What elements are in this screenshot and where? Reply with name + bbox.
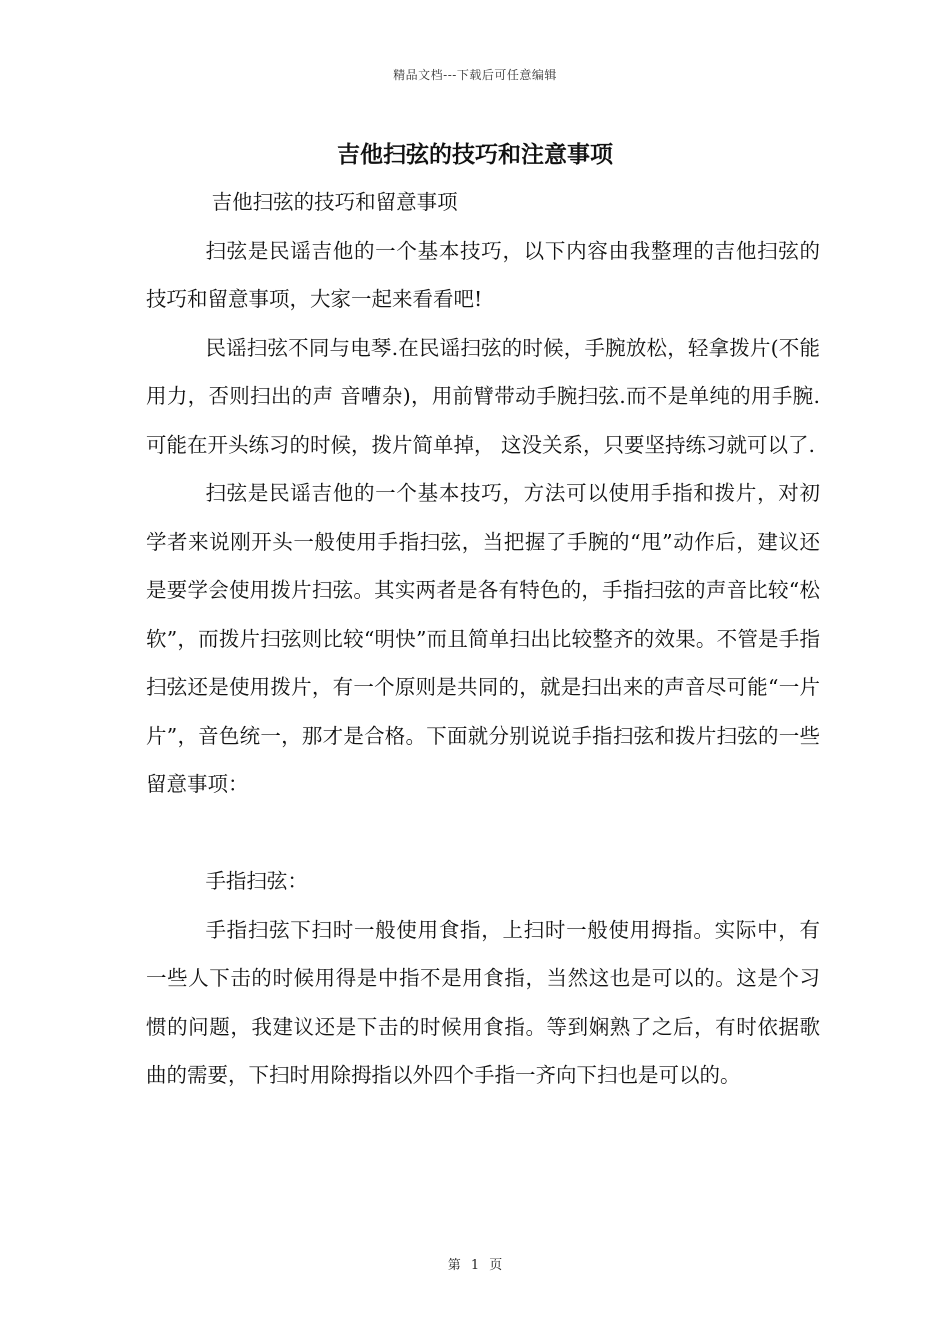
page-label-suffix: 页 <box>489 1258 503 1273</box>
page-label-prefix: 第 <box>447 1258 461 1273</box>
paragraph-intro: 扫弦是民谣吉他的一个基本技巧，以下内容由我整理的吉他扫弦的技巧和留意事项，大家一起来看看吧! <box>146 238 820 311</box>
page-footer <box>0 1254 950 1273</box>
document-title: 吉他扫弦的技巧和注意事项 <box>337 141 613 168</box>
paragraph-technique: 民谣扫弦不同与电琴.在民谣扫弦的时候，手腕放松，轻拿拨片(不能用力，否则扫出的声 音嘈杂)，用前臂带动手腕扫弦.而不是单纯的用手腕.可能在开头练习的时候，拨片简单掉， 这没关系，只要坚持练习就可以了. <box>146 335 820 457</box>
section-heading-finger-strum: 手指扫弦： <box>205 869 308 893</box>
paragraph-methods: 扫弦是民谣吉他的一个基本技巧，方法可以使用手指和拨片，对初学者来说刚开头一般使用手指扫弦，当把握了手腕的“甩”动作后，建议还是要学会使用拨片扫弦。其实两者是各有特色的，手指扫弦的声音比较“松软”，而拨片扫弦则比较“明快”而且简单扫出比较整齐的效果。不管是手指扫弦还是使用拨片，有一个原则是共同的，就是扫出来的声音尽可能“一片片”，音色统一，那才是合格。下面就分别说说手指扫弦和拨片扫弦的一些留意事项： <box>146 481 820 796</box>
document-subtitle: 吉他扫弦的技巧和留意事项 <box>211 190 458 214</box>
document-body <box>146 178 820 1100</box>
page-number: 1 <box>470 1258 480 1273</box>
paragraph-finger-strum: 手指扫弦下扫时一般使用食指，上扫时一般使用拇指。实际中，有一些人下击的时候用得是中指不是用食指，当然这也是可以的。这是个习惯的问题，我建议还是下击的时候用食指。等到娴熟了之后，有时依据歌曲的需要，下扫时用除拇指以外四个手指一齐向下扫也是可以的。 <box>146 917 820 1087</box>
page-header: 精品文档---下载后可任意编辑 <box>393 68 557 82</box>
